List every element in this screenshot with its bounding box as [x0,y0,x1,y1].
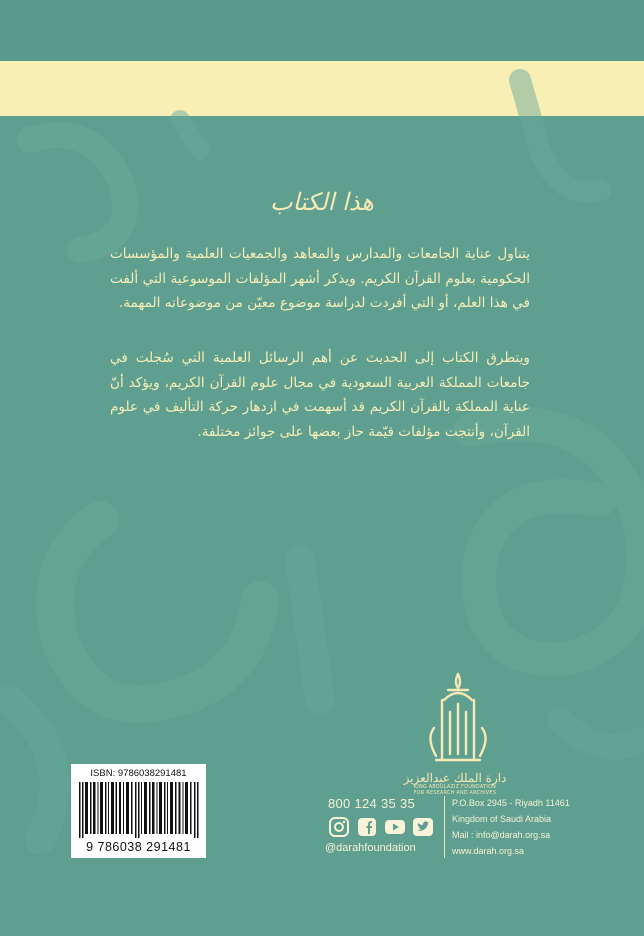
contact-divider [444,796,445,858]
social-handle[interactable]: @darahfoundation [325,842,416,854]
darah-logo-icon [412,668,504,764]
phone-number[interactable]: 800 124 35 35 [328,796,416,811]
isbn-barcode [71,764,206,858]
country-text: Kingdom of Saudi Arabia [452,814,552,824]
email-link[interactable]: Mail : info@darah.org.sa [452,830,551,840]
isbn-label: ISBN: 9786038291481 [90,768,187,779]
website-link[interactable]: www.darah.org.sa [452,846,525,856]
youtube-icon[interactable] [384,817,406,837]
po-box-address: P.O.Box 2945 - Riyadh 11461 [452,798,570,808]
publisher-name-arabic: دارة الملك عبدالعزيز [403,771,507,785]
isbn-number: 9 786038 291481 [86,840,191,854]
description-paragraph-1: يتناول عناية الجامعات والمدارس والمعاهد والجمعيات العلمية والمؤسسات الحكومية بعلوم القرآن الكريم. ويذكر أشهر المؤلفات الموسوعية التي ألفت في هذا العلم، أو التي أفردت لدراسة موضوع معيّن من موضوعاته المهمة. [110,246,530,311]
social-icons [328,817,438,837]
description-paragraph-2: ويتطرق الكتاب إلى الحديث عن أهم الرسائل العلمية التي سُجلت في جامعات المملكة العربية السعودية في مجال علوم القرآن الكريم، ويؤكد أنّ عناية المملكة بالقرآن الكريم قد أسهمت في ازدهار حركة التأليف في علوم القرآن، وأنتجت مؤلفات قيّمة حاز بعضها على جوائز مختلفة. [110,350,530,440]
twitter-icon[interactable] [412,817,434,837]
barcode-bars [79,782,199,838]
facebook-icon[interactable] [356,817,378,837]
section-heading: هذا الكتاب [270,188,374,216]
publisher-name-english: KING ABDULAZIZ FOUNDATION FOR RESEARCH AND ARCHIVES [413,785,497,796]
instagram-icon[interactable] [328,817,350,837]
